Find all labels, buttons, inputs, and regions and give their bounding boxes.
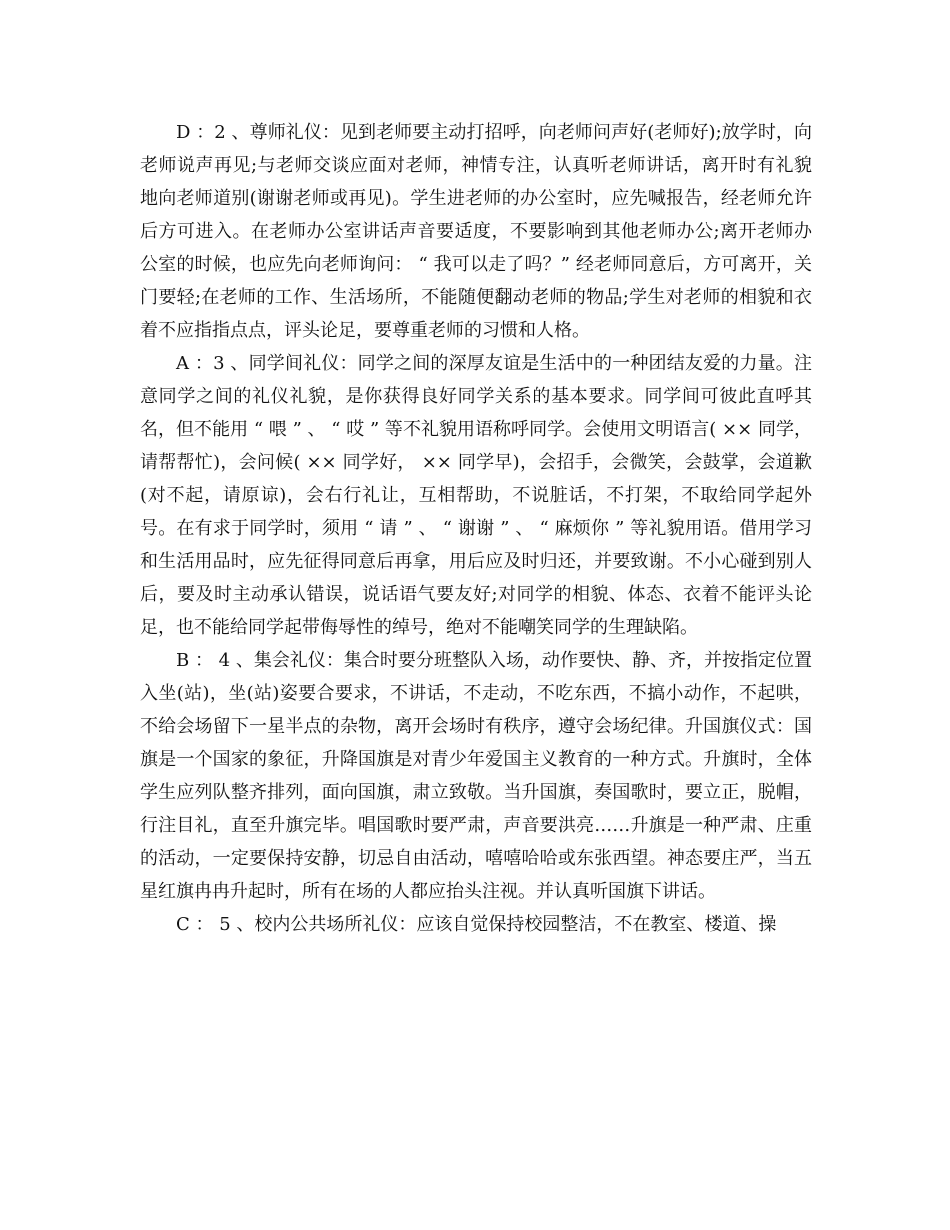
paragraph-teacher-etiquette: D ：2 、尊师礼仪：见到老师要主动打招呼，向老师问声好(老师好);放学时，向老师说声再见;与老师交谈应面对老师，神情专注，认真听老师讲话，离开时有礼貌地向老师道别(谢谢老师或再见)。学生进老师的办公室时，应先喊报告，经老师允许后方可进入。在老师办公室讲话声音要适度，不要影响到其他老师办公;离开老师办公室的时候，也应先向老师询问： “ 我可以走了吗？” 经老师同意后，方可离开，关门要轻;在老师的工作、生活场所，不能随便翻动老师的物品;学生对老师的相貌和衣着不应指指点点，评头论足，要尊重老师的习惯和人格。 (140, 122, 812, 341)
document-body (140, 116, 812, 941)
paragraph-public-place-etiquette: C ： 5 、校内公共场所礼仪：应该自觉保持校园整洁，不在教室、楼道、操 (176, 914, 777, 935)
paragraph-assembly-etiquette: B ： 4 、集会礼仪：集合时要分班整队入场，动作要快、静、齐，并按指定位置入坐(站)，坐(站)姿要合要求，不讲话，不走动，不吃东西，不搞小动作，不起哄，不给会场留下一星半点的杂物，离开会场时有秩序，遵守会场纪律。升国旗仪式：国旗是一个国家的象征，升降国旗是对青少年爱国主义教育的一种方式。升旗时，全体学生应列队整齐排列，面向国旗，肃立致敬。当升国旗，奏国歌时，要立正，脱帽，行注目礼，直至升旗完毕。唱国歌时要严肃，声音要洪亮……升旗是一种严肃、庄重的活动，一定要保持安静，切忌自由活动，嘻嘻哈哈或东张西望。神态要庄严，当五星红旗冉冉升起时，所有在场的人都应抬头注视。并认真听国旗下讲话。 (140, 650, 812, 902)
paragraph-classmate-etiquette: A ：3 、同学间礼仪：同学之间的深厚友谊是生活中的一种团结友爱的力量。注意同学之间的礼仪礼貌，是你获得良好同学关系的基本要求。同学间可彼此直呼其名，但不能用 “ 喂 ” 、 “ 哎 ” 等不礼貌用语称呼同学。会使用文明语言( ×× 同学，请帮帮忙)，会问候( ×× 同学好， ×× 同学早)，会招手，会微笑，会鼓掌，会道歉(对不起，请原谅)，会右行礼让，互相帮助，不说脏话，不打架，不取给同学起外号。在有求于同学时，须用 “ 请 ” 、 “ 谢谢 ” 、 “ 麻烦你 ” 等礼貌用语。借用学习和生活用品时，应先征得同意后再拿，用后应及时归还，并要致谢。不小心碰到别人后，要及时主动承认错误，说话语气要友好;对同学的相貌、体态、衣着不能评头论足，也不能给同学起带侮辱性的绰号，绝对不能嘲笑同学的生理缺陷。 (140, 353, 812, 638)
